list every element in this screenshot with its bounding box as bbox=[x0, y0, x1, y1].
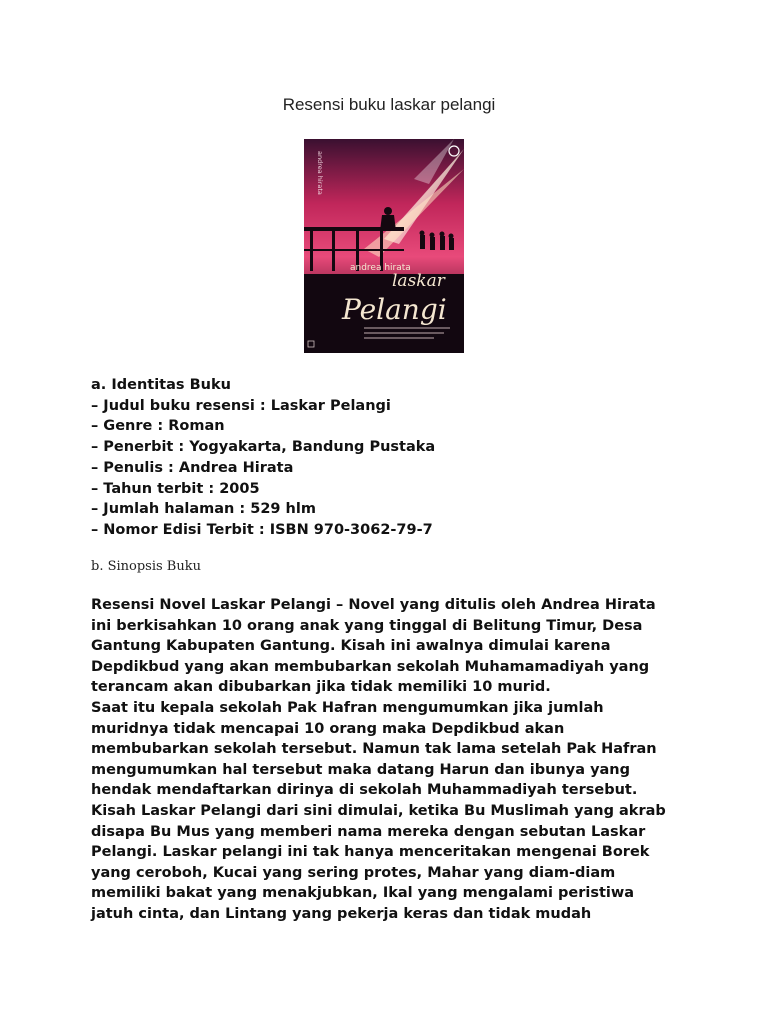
sinopsis-line: yang ceroboh, Kucai yang sering protes, Mahar yang diam-diam bbox=[91, 864, 616, 881]
sinopsis-line: hendak mendaftarkan dirinya di sekolah Muhammadiyah tersebut. bbox=[91, 782, 638, 799]
sinopsis-line: Saat itu kepala sekolah Pak Hafran mengumumkan jika jumlah bbox=[91, 699, 604, 716]
identity-item-genre: – Genre : Roman bbox=[91, 418, 225, 435]
sinopsis-line: terancam akan dibubarkan jika tidak memiliki 10 murid. bbox=[91, 679, 551, 696]
sinopsis-line: muridnya tidak mencapai 10 orang maka Depdikbud akan bbox=[91, 720, 565, 737]
sinopsis-line: Gantung Kabupaten Gantung. Kisah ini awalnya dimulai karena bbox=[91, 638, 611, 655]
identity-item-publisher: – Penerbit : Yogyakarta, Bandung Pustaka bbox=[91, 439, 436, 456]
sinopsis-line: Pelangi. Laskar pelangi ini tak hanya menceritakan mengenai Borek bbox=[91, 844, 650, 861]
sinopsis-line: membubarkan sekolah tersebut. Namun tak lama setelah Pak Hafran bbox=[91, 741, 657, 758]
sinopsis-line: disapa Bu Mus yang memberi nama mereka dengan sebutan Laskar bbox=[91, 823, 646, 840]
identity-item-author: – Penulis : Andrea Hirata bbox=[91, 459, 294, 476]
sinopsis-line: Depdikbud yang akan membubarkan sekolah Muhamamadiyah yang bbox=[91, 658, 650, 675]
identity-item-pages: – Jumlah halaman : 529 hlm bbox=[91, 501, 316, 518]
cover-title-line1: laskar bbox=[392, 271, 445, 291]
cover-spine-author: andrea hirata bbox=[316, 151, 324, 195]
document-title: Resensi buku laskar pelangi bbox=[282, 95, 496, 114]
sinopsis-line: Kisah Laskar Pelangi dari sini dimulai, ketika Bu Muslimah yang akrab bbox=[91, 802, 666, 819]
book-identity-section bbox=[91, 375, 711, 541]
book-cover-image bbox=[304, 139, 464, 353]
sinopsis-line: memiliki bakat yang menakjubkan, Ikal yang mengalami peristiwa bbox=[91, 885, 635, 902]
identity-item-title: – Judul buku resensi : Laskar Pelangi bbox=[91, 397, 391, 414]
identity-item-isbn: – Nomor Edisi Terbit : ISBN 970-3062-79-7 bbox=[91, 521, 433, 538]
sinopsis-heading: b. Sinopsis Buku bbox=[91, 559, 201, 574]
sinopsis-line: Resensi Novel Laskar Pelangi – Novel yang ditulis oleh Andrea Hirata bbox=[91, 597, 656, 613]
cover-author-text: andrea hirata bbox=[350, 263, 411, 273]
sinopsis-paragraph bbox=[91, 595, 691, 925]
sinopsis-line: jatuh cinta, dan Lintang yang pekerja keras dan tidak mudah bbox=[91, 905, 592, 922]
identity-item-year: – Tahun terbit : 2005 bbox=[91, 480, 260, 497]
sinopsis-line: ini berkisahkan 10 orang anak yang tinggal di Belitung Timur, Desa bbox=[91, 617, 643, 634]
cover-title-line2: Pelangi bbox=[342, 293, 447, 326]
identity-heading: a. Identitas Buku bbox=[91, 377, 231, 393]
sinopsis-line: mengumumkan hal tersebut maka datang Harun dan ibunya yang bbox=[91, 761, 631, 778]
